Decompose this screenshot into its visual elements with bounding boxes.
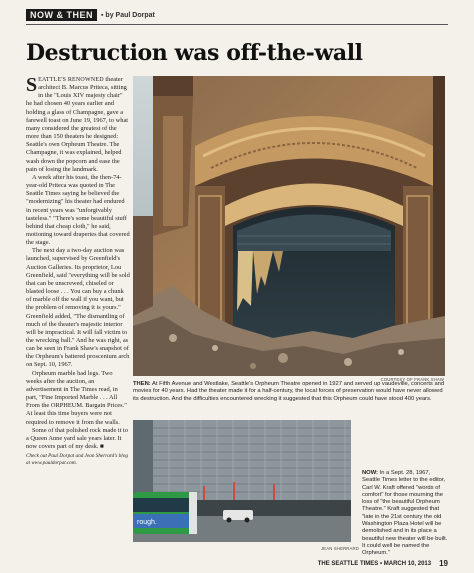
now-caption (362, 470, 448, 558)
now-caption-label: NOW: (362, 470, 378, 476)
orpheum-ruins-illustration (133, 76, 445, 376)
now-caption-text: In a Sept. 28, 1967, Seattle Times letter to the editor, Carl W. Kraft offered "words of comfort" for those mourning the loss of "the beautiful Orpheum Theatre." Kraft suggested that "late in the 21st century the old Washington Plaza Hotel will be demolished and in its place a beautiful new theater will be built. It could well be named the Orpheum." (362, 470, 448, 557)
footer-publication: THE SEATTLE TIMES • MARCH 10, 2013 (317, 560, 432, 567)
now-photo (133, 420, 351, 542)
blog-note: Check out Paul Dorpat and Jean Sherrard's blog at www.pauldorpat.com. (26, 453, 128, 466)
article-paragraph-3: The next day a two-day auction was launched, supervised by Greenfield's Auction Galleries. Its proprietor, Lou Greenfield, said "everything will be sold that can be unscrewed, chiseled or blasted loose . . . You can buy a chunk of marble off the wall if you want, but the problem of removing it is yours." Greenfield added, "The dismantling of much of the theater's majestic interior will be impractical. It will fall victim to the wrecking ball." And he was right, as can be seen in Frank Shaw's snapshot of the Orpheum's battered proscenium arch on Sept. 10, 1967. (26, 247, 130, 369)
masthead-rule (26, 24, 448, 25)
washington-plaza-illustration (133, 420, 351, 542)
tram-lettering: rough. (137, 519, 157, 526)
article-column (26, 76, 130, 466)
page-footer (318, 559, 448, 568)
byline: ▪ by Paul Dorpat (101, 11, 155, 19)
drop-cap: S (26, 74, 38, 96)
article-paragraph-1 (26, 76, 130, 174)
then-photo-credit: COURTESY OF FRANK SHAW (380, 377, 444, 382)
masthead (26, 8, 155, 22)
headline: Destruction was off-the-wall (26, 40, 363, 66)
article-paragraph-2: A week after his toast, the then-74-year-old Priteca was quoted in The Seattle Times saying he believed the "modernizing" his theater had endured in recent years was "unforgivably tasteless." "There's some beautiful stuff behind that cheap cloth," he said, motioning toward draperies that covered the stage. (26, 173, 130, 247)
now-photo-credit: JEAN SHERRARD (321, 546, 359, 551)
then-photo (133, 76, 445, 376)
then-caption (133, 381, 445, 403)
article-paragraph-5: Some of that polished rock made it to a Queen Anne yard sale years later. It now covers part of my desk. ■ (26, 426, 129, 451)
article-paragraph-4: Orpheum marble had legs. Two weeks after the auction, an advertisement in The Times read, in part, "Fine Imported Marble . . . All From the ORPHEUM. Bargain Prices." At least this time buyers were not required to remove it from the walls. (26, 369, 127, 426)
section-title: NOW & THEN (26, 9, 97, 21)
paragraph-1-text: theater architect B. Marcus Priteca, sitting in the "Louis XIV majesty chair" he had chosen 40 years earlier and holding a glass of Champagne, gave a farewell toast on June 19, 1967, to what many considered the greatest of the more than 150 theaters he designed: Seattle's own Orpheum Theatre. The Champagne, it was explained, helped wash down the popcorn and ease the pain of losing the landmark. (26, 76, 129, 173)
then-caption-label: THEN: (133, 381, 151, 387)
then-caption-text: At Fifth Avenue and Westlake, Seattle's Orpheum Theatre opened in 1927 and served up vaudeville, concerts and movies for 40 years. Had the theater made it for a half-century, the local forces of preservation would have never allowed its destruction. And the difficulties encountered wrecking it suggested that this Orpheum could have stood 400 years. (133, 381, 445, 402)
page-number: 19 (439, 559, 448, 568)
lead-caps: EATTLE'S RENOWNED (38, 77, 104, 83)
